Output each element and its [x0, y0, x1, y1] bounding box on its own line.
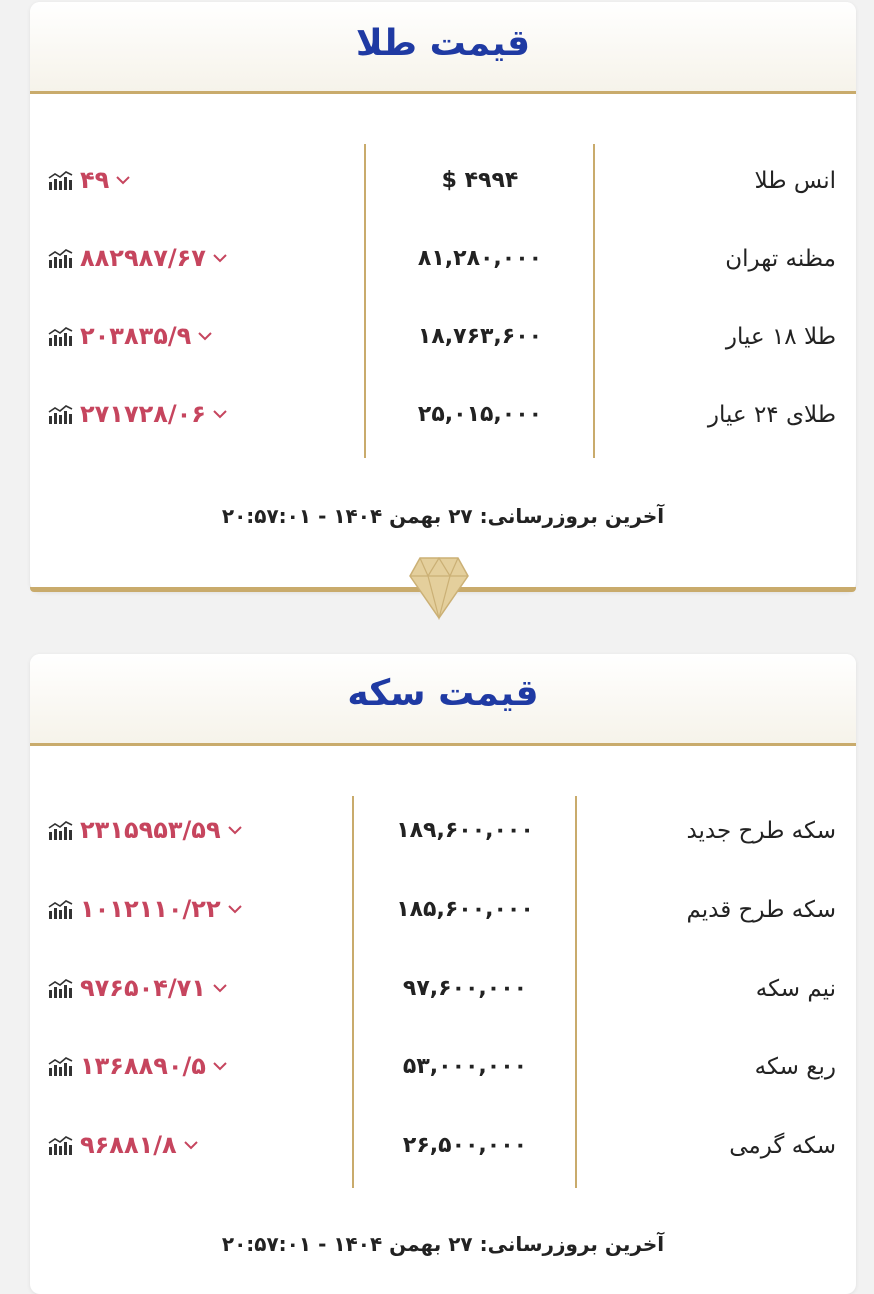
gold-card-title: قیمت طلا [355, 23, 531, 64]
row-label: طلا ۱۸ عیار [725, 324, 836, 350]
coin-card-header [30, 654, 856, 746]
bar-chart-icon[interactable] [48, 247, 74, 269]
row-price: ۲۶,۵۰۰,۰۰۰ [402, 1133, 528, 1158]
chevron-down-icon [212, 253, 228, 263]
change-value: ۱۰۱۲۱۱۰/۲۲ [80, 895, 221, 923]
bar-chart-icon[interactable] [48, 1055, 74, 1077]
coin-row-old[interactable] [30, 891, 856, 931]
change-value: ۴۹ [80, 166, 110, 194]
coin-row-quarter[interactable] [30, 1048, 856, 1088]
gold-card-header [30, 2, 856, 94]
change-value: ۲۷۱۷۲۸/۰۶ [80, 400, 206, 428]
chevron-down-icon [212, 983, 228, 993]
coin-last-updated: آخرین بروزرسانی: ۲۷ بهمن ۱۴۰۴ - ۲۰:۵۷:۰۱ [221, 1232, 665, 1256]
row-label: سکه گرمی [729, 1133, 836, 1159]
change-value: ۹۷۶۵۰۴/۷۱ [80, 974, 206, 1002]
coin-price-card [30, 654, 856, 1294]
bar-chart-icon[interactable] [48, 1134, 74, 1156]
change-value: ۲۳۱۵۹۵۳/۵۹ [80, 816, 221, 844]
row-change[interactable] [48, 244, 228, 272]
row-change[interactable] [48, 1052, 228, 1080]
diamond-icon [408, 556, 470, 620]
bar-chart-icon[interactable] [48, 403, 74, 425]
row-price: ۵۳,۰۰۰,۰۰۰ [402, 1054, 528, 1079]
row-label: مظنه تهران [725, 246, 836, 272]
row-change[interactable] [48, 322, 213, 350]
chevron-down-icon [212, 1061, 228, 1071]
chevron-down-icon [197, 331, 213, 341]
bar-chart-icon[interactable] [48, 898, 74, 920]
row-price: ۹۷,۶۰۰,۰۰۰ [402, 976, 528, 1001]
change-value: ۲۰۳۸۳۵/۹ [80, 322, 192, 350]
gold-last-updated: آخرین بروزرسانی: ۲۷ بهمن ۱۴۰۴ - ۲۰:۵۷:۰۱ [221, 504, 665, 528]
row-label: نیم سکه [755, 976, 836, 1002]
row-price: ۱۸۵,۶۰۰,۰۰۰ [396, 897, 534, 922]
gold-row-24k[interactable] [30, 396, 856, 436]
coin-row-half[interactable] [30, 970, 856, 1010]
chevron-down-icon [227, 825, 243, 835]
row-label: ربع سکه [754, 1054, 836, 1080]
chevron-down-icon [212, 409, 228, 419]
gold-row-18k[interactable] [30, 318, 856, 358]
row-price: ۲۵,۰۱۵,۰۰۰ [417, 402, 543, 427]
change-value: ۱۳۶۸۸۹۰/۵ [80, 1052, 206, 1080]
row-change[interactable] [48, 974, 228, 1002]
change-value: ۹۶۸۸۱/۸ [80, 1131, 177, 1159]
row-change[interactable] [48, 166, 131, 194]
bar-chart-icon[interactable] [48, 819, 74, 841]
row-change[interactable] [48, 1131, 199, 1159]
bar-chart-icon[interactable] [48, 169, 74, 191]
row-label: طلای ۲۴ عیار [707, 402, 836, 428]
row-label: سکه طرح قدیم [686, 897, 836, 923]
coin-row-gram[interactable] [30, 1127, 856, 1167]
row-price: ۱۸,۷۶۳,۶۰۰ [417, 324, 543, 349]
gold-row-tehran[interactable] [30, 240, 856, 280]
row-price: ۸۱,۲۸۰,۰۰۰ [417, 246, 543, 271]
coin-card-title: قیمت سکه [347, 673, 539, 714]
row-label: سکه طرح جدید [686, 818, 836, 844]
bar-chart-icon[interactable] [48, 325, 74, 347]
gold-row-ounce[interactable] [30, 162, 856, 202]
gold-price-card [30, 2, 856, 592]
row-change[interactable] [48, 400, 228, 428]
row-label: انس طلا [754, 168, 836, 194]
coin-row-new[interactable] [30, 812, 856, 852]
row-price: $ ۴۹۹۴ [441, 168, 519, 193]
row-change[interactable] [48, 895, 243, 923]
row-price: ۱۸۹,۶۰۰,۰۰۰ [396, 818, 534, 843]
chevron-down-icon [183, 1140, 199, 1150]
chevron-down-icon [115, 175, 131, 185]
change-value: ۸۸۲۹۸۷/۶۷ [80, 244, 206, 272]
row-change[interactable] [48, 816, 243, 844]
bar-chart-icon[interactable] [48, 977, 74, 999]
chevron-down-icon [227, 904, 243, 914]
